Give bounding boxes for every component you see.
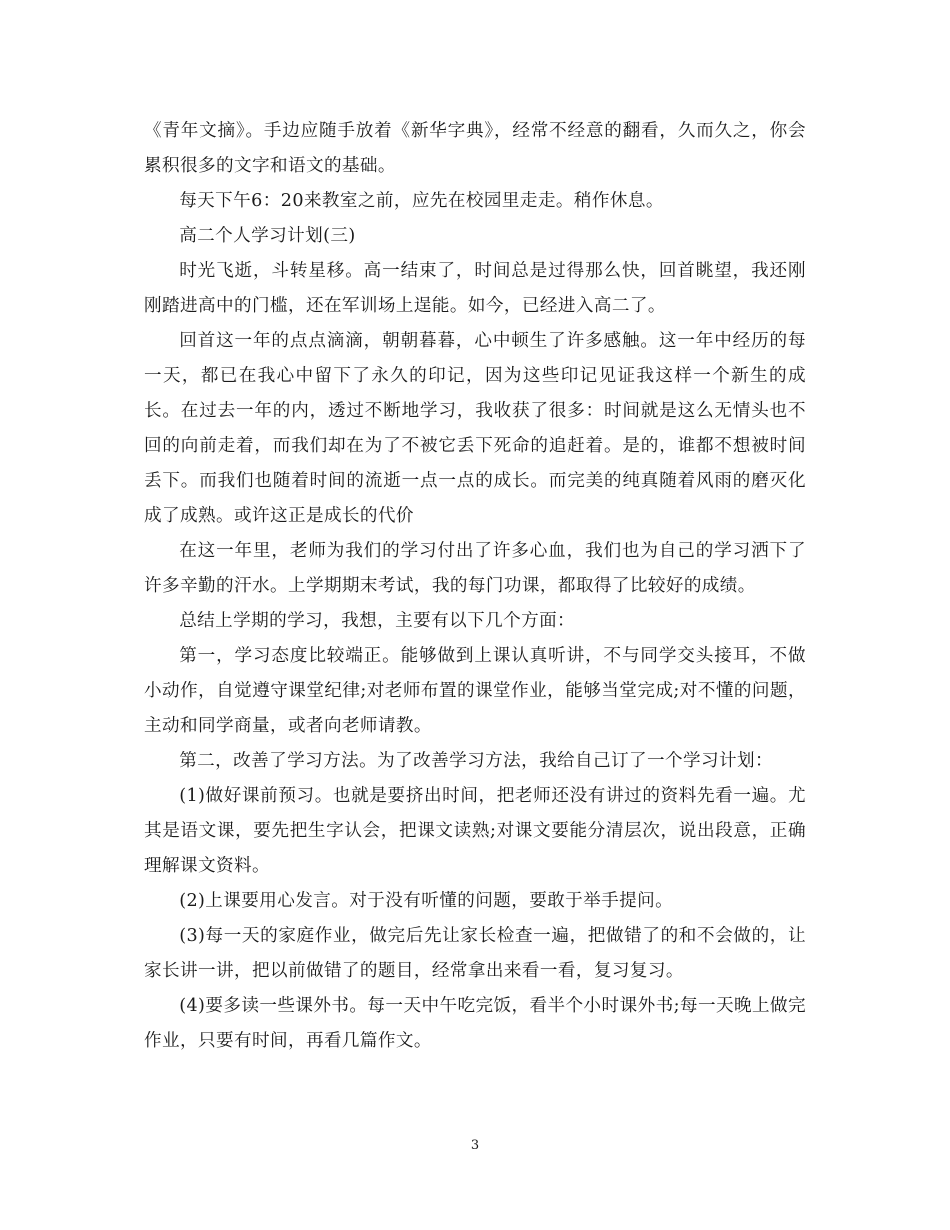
list-item: (4)要多读一些课外书。每一天中午吃完饭，看半个小时课外书;每一天晚上做完作业，只要有时间，再看几篇作文。	[144, 996, 806, 1051]
document-body	[144, 114, 806, 1059]
paragraph: 在这一年里，老师为我们的学习付出了许多心血，我们也为自己的学习洒下了许多辛勤的汗水。上学期期末考试，我的每门功课，都取得了比较好的成绩。	[144, 541, 806, 596]
list-item: (1)做好课前预习。也就是要挤出时间，把老师还没有讲过的资料先看一遍。尤其是语文课，要先把生字认会，把课文读熟;对课文要能分清层次，说出段意，正确理解课文资料。	[144, 786, 806, 876]
section-heading: 高二个人学习计划(三)	[179, 226, 356, 246]
paragraph: 第二，改善了学习方法。为了改善学习方法，我给自己订了一个学习计划：	[179, 751, 773, 771]
page-number: 3	[470, 1138, 480, 1153]
paragraph: 总结上学期的学习，我想，主要有以下几个方面：	[179, 611, 576, 631]
paragraph: 每天下午6：20来教室之前，应先在校园里走走。稍作休息。	[179, 191, 664, 211]
list-item: (2)上课要用心发言。对于没有听懂的问题，要敢于举手提问。	[179, 891, 674, 911]
paragraph: 回首这一年的点点滴滴，朝朝暮暮，心中顿生了许多感触。这一年中经历的每一天，都已在我心中留下了永久的印记，因为这些印记见证我这样一个新生的成长。在过去一年的内，透过不断地学习，我收获了很多：时间就是这么无情头也不回的向前走着，而我们却在为了不被它丢下死命的追赶着。是的，谁都不想被时间丢下。而我们也随着时间的流逝一点一点的成长。而完美的纯真随着风雨的磨灭化成了成熟。或许这正是成长的代价	[144, 331, 806, 526]
paragraph: 第一，学习态度比较端正。能够做到上课认真听讲，不与同学交头接耳，不做小动作，自觉遵守课堂纪律;对老师布置的课堂作业，能够当堂完成;对不懂的问题，主动和同学商量，或者向老师请教。	[144, 646, 806, 736]
list-item: (3)每一天的家庭作业，做完后先让家长检查一遍，把做错了的和不会做的，让家长讲一讲，把以前做错了的题目，经常拿出来看一看，复习复习。	[144, 926, 806, 981]
paragraph-continuation: 《青年文摘》。手边应随手放着《新华字典》，经常不经意的翻看，久而久之，你会累积很多的文字和语文的基础。	[144, 121, 806, 176]
paragraph: 时光飞逝，斗转星移。高一结束了，时间总是过得那么快，回首眺望，我还刚刚踏进高中的门槛，还在军训场上逞能。如今，已经进入高二了。	[144, 261, 806, 316]
